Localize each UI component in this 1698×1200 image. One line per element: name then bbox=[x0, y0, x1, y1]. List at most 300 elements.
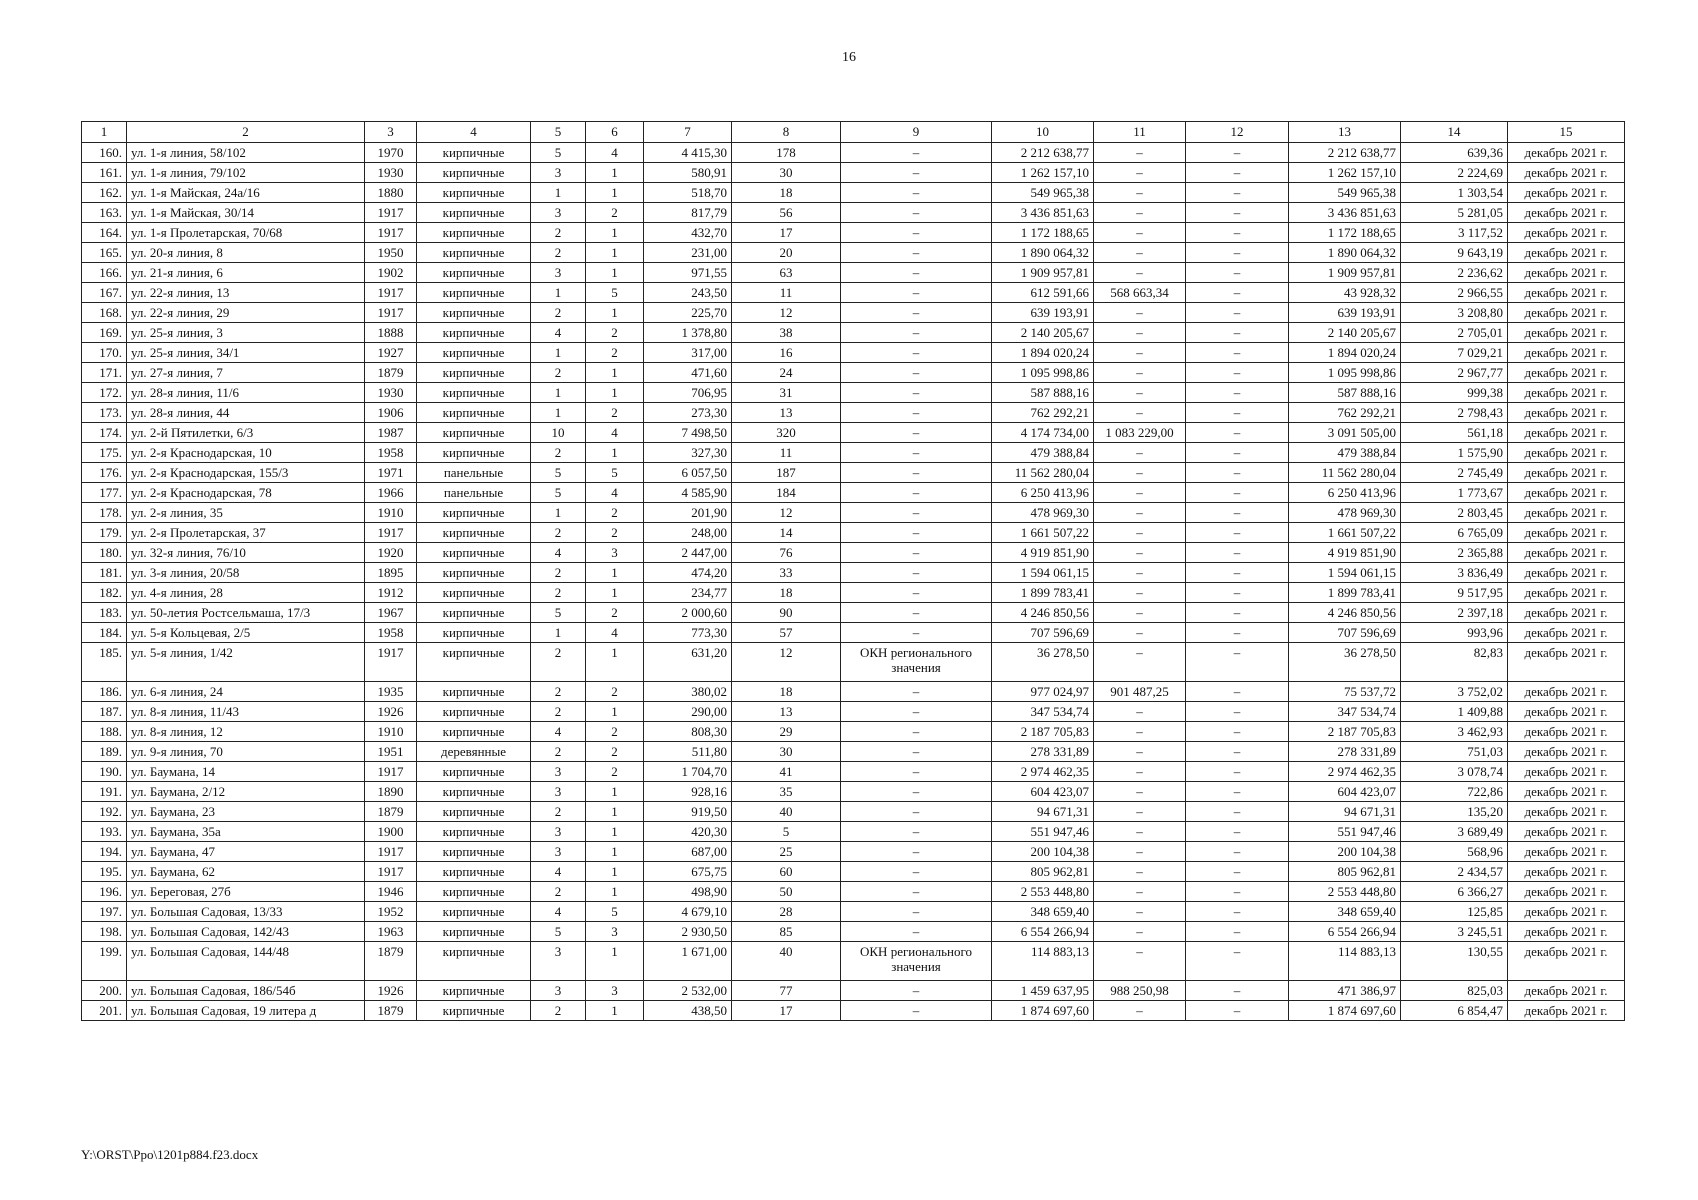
table-cell-col-12: – bbox=[1186, 223, 1289, 243]
table-cell-col-8: 29 bbox=[732, 722, 841, 742]
table-cell-col-1: 189. bbox=[82, 742, 127, 762]
table-cell-col-9: – bbox=[841, 702, 992, 722]
table-cell-col-9: – bbox=[841, 143, 992, 163]
table-cell-col-12: – bbox=[1186, 563, 1289, 583]
table-cell-col-4: кирпичные bbox=[417, 403, 531, 423]
table-cell-col-1: 169. bbox=[82, 323, 127, 343]
table-cell-col-8: 90 bbox=[732, 603, 841, 623]
table-cell-col-6: 1 bbox=[586, 882, 644, 902]
table-cell-col-4: кирпичные bbox=[417, 343, 531, 363]
table-cell-col-11: – bbox=[1094, 742, 1186, 762]
table-cell-col-6: 2 bbox=[586, 682, 644, 702]
column-header-11: 11 bbox=[1094, 122, 1186, 143]
table-cell-col-7: 808,30 bbox=[644, 722, 732, 742]
column-header-9: 9 bbox=[841, 122, 992, 143]
table-cell-col-2: ул. 20-я линия, 8 bbox=[127, 243, 365, 263]
table-cell-col-15: декабрь 2021 г. bbox=[1508, 862, 1625, 882]
table-cell-col-1: 184. bbox=[82, 623, 127, 643]
table-cell-col-14: 1 575,90 bbox=[1401, 443, 1508, 463]
table-cell-col-11: – bbox=[1094, 583, 1186, 603]
table-cell-col-3: 1917 bbox=[365, 762, 417, 782]
table-cell-col-11: – bbox=[1094, 922, 1186, 942]
table-cell-col-3: 1952 bbox=[365, 902, 417, 922]
table-cell-col-15: декабрь 2021 г. bbox=[1508, 902, 1625, 922]
table-cell-col-1: 187. bbox=[82, 702, 127, 722]
table-cell-col-7: 7 498,50 bbox=[644, 423, 732, 443]
table-row bbox=[82, 303, 1625, 323]
table-cell-col-5: 4 bbox=[531, 862, 586, 882]
table-cell-col-13: 1 594 061,15 bbox=[1289, 563, 1401, 583]
table-cell-col-13: 3 436 851,63 bbox=[1289, 203, 1401, 223]
table-cell-col-6: 1 bbox=[586, 383, 644, 403]
table-row bbox=[82, 423, 1625, 443]
table-row bbox=[82, 443, 1625, 463]
table-cell-col-8: 35 bbox=[732, 782, 841, 802]
table-cell-col-2: ул. Баумана, 14 bbox=[127, 762, 365, 782]
table-cell-col-15: декабрь 2021 г. bbox=[1508, 603, 1625, 623]
table-cell-col-3: 1917 bbox=[365, 303, 417, 323]
table-cell-col-2: ул. 2-я Краснодарская, 155/3 bbox=[127, 463, 365, 483]
table-cell-col-13: 6 250 413,96 bbox=[1289, 483, 1401, 503]
table-cell-col-8: 85 bbox=[732, 922, 841, 942]
column-header-7: 7 bbox=[644, 122, 732, 143]
table-cell-col-8: 63 bbox=[732, 263, 841, 283]
table-cell-col-4: деревянные bbox=[417, 742, 531, 762]
table-cell-col-13: 2 974 462,35 bbox=[1289, 762, 1401, 782]
table-cell-col-12: – bbox=[1186, 882, 1289, 902]
table-cell-col-12: – bbox=[1186, 243, 1289, 263]
table-cell-col-12: – bbox=[1186, 143, 1289, 163]
table-cell-col-7: 580,91 bbox=[644, 163, 732, 183]
table-cell-col-1: 197. bbox=[82, 902, 127, 922]
table-cell-col-10: 347 534,74 bbox=[992, 702, 1094, 722]
table-cell-col-2: ул. 28-я линия, 11/6 bbox=[127, 383, 365, 403]
table-row bbox=[82, 143, 1625, 163]
table-cell-col-6: 3 bbox=[586, 922, 644, 942]
table-cell-col-3: 1958 bbox=[365, 443, 417, 463]
table-row bbox=[82, 702, 1625, 722]
table-cell-col-15: декабрь 2021 г. bbox=[1508, 183, 1625, 203]
table-cell-col-7: 432,70 bbox=[644, 223, 732, 243]
table-cell-col-11: – bbox=[1094, 603, 1186, 623]
table-cell-col-5: 4 bbox=[531, 543, 586, 563]
table-cell-col-8: 57 bbox=[732, 623, 841, 643]
table-cell-col-5: 5 bbox=[531, 143, 586, 163]
table-cell-col-6: 5 bbox=[586, 283, 644, 303]
table-cell-col-9: – bbox=[841, 623, 992, 643]
table-cell-col-6: 1 bbox=[586, 802, 644, 822]
table-cell-col-1: 200. bbox=[82, 981, 127, 1001]
housing-table bbox=[81, 121, 1624, 1021]
table-cell-col-4: кирпичные bbox=[417, 503, 531, 523]
table-cell-col-9: – bbox=[841, 223, 992, 243]
table-cell-col-1: 165. bbox=[82, 243, 127, 263]
table-cell-col-6: 4 bbox=[586, 483, 644, 503]
table-cell-col-8: 56 bbox=[732, 203, 841, 223]
table-cell-col-10: 1 890 064,32 bbox=[992, 243, 1094, 263]
table-cell-col-12: – bbox=[1186, 303, 1289, 323]
table-cell-col-3: 1910 bbox=[365, 722, 417, 742]
table-cell-col-10: 1 899 783,41 bbox=[992, 583, 1094, 603]
table-cell-col-9: – bbox=[841, 303, 992, 323]
table-cell-col-4: кирпичные bbox=[417, 223, 531, 243]
table-cell-col-12: – bbox=[1186, 862, 1289, 882]
table-cell-col-6: 1 bbox=[586, 183, 644, 203]
table-cell-col-11: – bbox=[1094, 902, 1186, 922]
table-cell-col-4: кирпичные bbox=[417, 702, 531, 722]
table-cell-col-7: 1 378,80 bbox=[644, 323, 732, 343]
table-cell-col-6: 2 bbox=[586, 203, 644, 223]
table-cell-col-10: 4 246 850,56 bbox=[992, 603, 1094, 623]
table-cell-col-10: 200 104,38 bbox=[992, 842, 1094, 862]
table-cell-col-13: 11 562 280,04 bbox=[1289, 463, 1401, 483]
table-cell-col-9: – bbox=[841, 742, 992, 762]
table-row bbox=[82, 603, 1625, 623]
table-cell-col-9: – bbox=[841, 163, 992, 183]
table-cell-col-14: 2 434,57 bbox=[1401, 862, 1508, 882]
table-cell-col-15: декабрь 2021 г. bbox=[1508, 523, 1625, 543]
table-cell-col-6: 4 bbox=[586, 143, 644, 163]
column-header-14: 14 bbox=[1401, 122, 1508, 143]
table-cell-col-6: 1 bbox=[586, 643, 644, 682]
table-cell-col-5: 2 bbox=[531, 243, 586, 263]
table-row bbox=[82, 463, 1625, 483]
table-cell-col-4: кирпичные bbox=[417, 543, 531, 563]
table-cell-col-10: 2 974 462,35 bbox=[992, 762, 1094, 782]
table-cell-col-2: ул. 5-я Кольцевая, 2/5 bbox=[127, 623, 365, 643]
table-cell-col-10: 1 459 637,95 bbox=[992, 981, 1094, 1001]
table-cell-col-3: 1917 bbox=[365, 283, 417, 303]
table-cell-col-13: 1 874 697,60 bbox=[1289, 1001, 1401, 1021]
table-cell-col-15: декабрь 2021 г. bbox=[1508, 682, 1625, 702]
table-cell-col-7: 518,70 bbox=[644, 183, 732, 203]
table-cell-col-10: 762 292,21 bbox=[992, 403, 1094, 423]
table-cell-col-9: – bbox=[841, 1001, 992, 1021]
table-cell-col-13: 75 537,72 bbox=[1289, 682, 1401, 702]
table-row bbox=[82, 363, 1625, 383]
table-cell-col-6: 2 bbox=[586, 323, 644, 343]
table-cell-col-15: декабрь 2021 г. bbox=[1508, 223, 1625, 243]
table-cell-col-2: ул. Береговая, 27б bbox=[127, 882, 365, 902]
table-cell-col-12: – bbox=[1186, 623, 1289, 643]
table-cell-col-13: 43 928,32 bbox=[1289, 283, 1401, 303]
table-cell-col-6: 1 bbox=[586, 363, 644, 383]
table-cell-col-4: кирпичные bbox=[417, 163, 531, 183]
table-cell-col-10: 1 874 697,60 bbox=[992, 1001, 1094, 1021]
table-cell-col-4: кирпичные bbox=[417, 563, 531, 583]
table-cell-col-1: 194. bbox=[82, 842, 127, 862]
table-cell-col-7: 6 057,50 bbox=[644, 463, 732, 483]
table-cell-col-14: 9 643,19 bbox=[1401, 243, 1508, 263]
table-cell-col-11: – bbox=[1094, 463, 1186, 483]
table-cell-col-13: 36 278,50 bbox=[1289, 643, 1401, 682]
table-cell-col-8: 28 bbox=[732, 902, 841, 922]
table-cell-col-8: 17 bbox=[732, 223, 841, 243]
table-cell-col-5: 1 bbox=[531, 343, 586, 363]
table-cell-col-1: 192. bbox=[82, 802, 127, 822]
table-cell-col-8: 16 bbox=[732, 343, 841, 363]
table-cell-col-8: 24 bbox=[732, 363, 841, 383]
table-cell-col-1: 161. bbox=[82, 163, 127, 183]
table-cell-col-14: 2 397,18 bbox=[1401, 603, 1508, 623]
table-cell-col-5: 2 bbox=[531, 563, 586, 583]
table-cell-col-13: 639 193,91 bbox=[1289, 303, 1401, 323]
table-cell-col-5: 5 bbox=[531, 483, 586, 503]
table-cell-col-5: 2 bbox=[531, 363, 586, 383]
table-cell-col-8: 13 bbox=[732, 403, 841, 423]
table-cell-col-4: кирпичные bbox=[417, 283, 531, 303]
table-row bbox=[82, 862, 1625, 882]
table-row bbox=[82, 842, 1625, 862]
table-cell-col-1: 163. bbox=[82, 203, 127, 223]
table-cell-col-13: 549 965,38 bbox=[1289, 183, 1401, 203]
table-cell-col-9: – bbox=[841, 443, 992, 463]
table-cell-col-11: – bbox=[1094, 483, 1186, 503]
table-cell-col-8: 17 bbox=[732, 1001, 841, 1021]
table-cell-col-15: декабрь 2021 г. bbox=[1508, 383, 1625, 403]
table-cell-col-8: 31 bbox=[732, 383, 841, 403]
table-cell-col-10: 1 095 998,86 bbox=[992, 363, 1094, 383]
table-cell-col-10: 11 562 280,04 bbox=[992, 463, 1094, 483]
table-cell-col-7: 225,70 bbox=[644, 303, 732, 323]
table-cell-col-4: кирпичные bbox=[417, 942, 531, 981]
table-cell-col-10: 1 661 507,22 bbox=[992, 523, 1094, 543]
table-cell-col-10: 6 250 413,96 bbox=[992, 483, 1094, 503]
table-cell-col-2: ул. 9-я линия, 70 bbox=[127, 742, 365, 762]
table-cell-col-10: 4 919 851,90 bbox=[992, 543, 1094, 563]
table-cell-col-8: 77 bbox=[732, 981, 841, 1001]
table-cell-col-15: декабрь 2021 г. bbox=[1508, 623, 1625, 643]
table-cell-col-12: – bbox=[1186, 822, 1289, 842]
table-cell-col-13: 2 212 638,77 bbox=[1289, 143, 1401, 163]
table-cell-col-3: 1917 bbox=[365, 203, 417, 223]
table-row bbox=[82, 722, 1625, 742]
table-cell-col-11: 568 663,34 bbox=[1094, 283, 1186, 303]
table-row bbox=[82, 383, 1625, 403]
column-header-4: 4 bbox=[417, 122, 531, 143]
table-cell-col-3: 1951 bbox=[365, 742, 417, 762]
table-cell-col-14: 135,20 bbox=[1401, 802, 1508, 822]
table-cell-col-13: 2 140 205,67 bbox=[1289, 323, 1401, 343]
table-cell-col-7: 234,77 bbox=[644, 583, 732, 603]
table-cell-col-12: – bbox=[1186, 902, 1289, 922]
table-row bbox=[82, 243, 1625, 263]
table-cell-col-9: – bbox=[841, 323, 992, 343]
table-cell-col-8: 40 bbox=[732, 802, 841, 822]
table-cell-col-3: 1917 bbox=[365, 643, 417, 682]
table-cell-col-9: – bbox=[841, 523, 992, 543]
table-cell-col-13: 200 104,38 bbox=[1289, 842, 1401, 862]
document-file-path: Y:\ORST\Ppo\1201p884.f23.docx bbox=[81, 1147, 259, 1162]
table-cell-col-14: 561,18 bbox=[1401, 423, 1508, 443]
table-cell-col-4: кирпичные bbox=[417, 383, 531, 403]
table-cell-col-1: 185. bbox=[82, 643, 127, 682]
table-cell-col-12: – bbox=[1186, 523, 1289, 543]
table-cell-col-13: 2 187 705,83 bbox=[1289, 722, 1401, 742]
table-cell-col-5: 2 bbox=[531, 802, 586, 822]
table-cell-col-2: ул. Большая Садовая, 13/33 bbox=[127, 902, 365, 922]
table-cell-col-5: 1 bbox=[531, 283, 586, 303]
table-cell-col-4: кирпичные bbox=[417, 263, 531, 283]
table-cell-col-10: 549 965,38 bbox=[992, 183, 1094, 203]
table-cell-col-8: 187 bbox=[732, 463, 841, 483]
table-cell-col-10: 114 883,13 bbox=[992, 942, 1094, 981]
table-cell-col-7: 243,50 bbox=[644, 283, 732, 303]
table-cell-col-3: 1917 bbox=[365, 842, 417, 862]
table-cell-col-6: 1 bbox=[586, 163, 644, 183]
table-cell-col-14: 3 836,49 bbox=[1401, 563, 1508, 583]
table-cell-col-14: 2 236,62 bbox=[1401, 263, 1508, 283]
table-cell-col-15: декабрь 2021 г. bbox=[1508, 583, 1625, 603]
table-cell-col-13: 2 553 448,80 bbox=[1289, 882, 1401, 902]
table-cell-col-4: кирпичные bbox=[417, 902, 531, 922]
table-cell-col-9: – bbox=[841, 981, 992, 1001]
table-cell-col-2: ул. 4-я линия, 28 bbox=[127, 583, 365, 603]
table-cell-col-11: – bbox=[1094, 183, 1186, 203]
table-row bbox=[82, 263, 1625, 283]
table-row bbox=[82, 882, 1625, 902]
table-cell-col-10: 479 388,84 bbox=[992, 443, 1094, 463]
table-cell-col-1: 171. bbox=[82, 363, 127, 383]
table-cell-col-3: 1950 bbox=[365, 243, 417, 263]
table-cell-col-6: 2 bbox=[586, 762, 644, 782]
table-cell-col-2: ул. Баумана, 47 bbox=[127, 842, 365, 862]
table-cell-col-15: декабрь 2021 г. bbox=[1508, 203, 1625, 223]
table-cell-col-10: 2 140 205,67 bbox=[992, 323, 1094, 343]
table-cell-col-12: – bbox=[1186, 183, 1289, 203]
table-cell-col-1: 181. bbox=[82, 563, 127, 583]
table-cell-col-9: – bbox=[841, 882, 992, 902]
table-cell-col-8: 12 bbox=[732, 303, 841, 323]
table-cell-col-15: декабрь 2021 г. bbox=[1508, 1001, 1625, 1021]
table-cell-col-15: декабрь 2021 г. bbox=[1508, 483, 1625, 503]
table-cell-col-14: 2 365,88 bbox=[1401, 543, 1508, 563]
table-row bbox=[82, 403, 1625, 423]
table-cell-col-5: 2 bbox=[531, 643, 586, 682]
table-cell-col-12: – bbox=[1186, 323, 1289, 343]
table-cell-col-9: – bbox=[841, 503, 992, 523]
table-row bbox=[82, 942, 1625, 981]
table-cell-col-14: 2 803,45 bbox=[1401, 503, 1508, 523]
table-cell-col-12: – bbox=[1186, 722, 1289, 742]
table-cell-col-5: 3 bbox=[531, 782, 586, 802]
table-cell-col-12: – bbox=[1186, 443, 1289, 463]
table-row bbox=[82, 782, 1625, 802]
table-cell-col-1: 186. bbox=[82, 682, 127, 702]
table-cell-col-12: – bbox=[1186, 203, 1289, 223]
table-cell-col-1: 174. bbox=[82, 423, 127, 443]
table-cell-col-5: 2 bbox=[531, 443, 586, 463]
table-cell-col-3: 1917 bbox=[365, 862, 417, 882]
table-cell-col-10: 1 894 020,24 bbox=[992, 343, 1094, 363]
table-cell-col-15: декабрь 2021 г. bbox=[1508, 563, 1625, 583]
table-cell-col-11: – bbox=[1094, 842, 1186, 862]
table-cell-col-5: 2 bbox=[531, 583, 586, 603]
table-cell-col-14: 9 517,95 bbox=[1401, 583, 1508, 603]
table-cell-col-10: 1 909 957,81 bbox=[992, 263, 1094, 283]
table-cell-col-10: 348 659,40 bbox=[992, 902, 1094, 922]
table-cell-col-12: – bbox=[1186, 742, 1289, 762]
table-cell-col-7: 631,20 bbox=[644, 643, 732, 682]
table-cell-col-10: 278 331,89 bbox=[992, 742, 1094, 762]
table-cell-col-7: 4 585,90 bbox=[644, 483, 732, 503]
table-cell-col-4: кирпичные bbox=[417, 862, 531, 882]
table-cell-col-9: – bbox=[841, 922, 992, 942]
table-cell-col-6: 1 bbox=[586, 822, 644, 842]
table-cell-col-10: 604 423,07 bbox=[992, 782, 1094, 802]
table-row bbox=[82, 742, 1625, 762]
table-cell-col-8: 33 bbox=[732, 563, 841, 583]
table-cell-col-2: ул. 2-й Пятилетки, 6/3 bbox=[127, 423, 365, 443]
table-cell-col-3: 1879 bbox=[365, 363, 417, 383]
table-cell-col-5: 3 bbox=[531, 981, 586, 1001]
table-cell-col-6: 1 bbox=[586, 782, 644, 802]
table-cell-col-5: 2 bbox=[531, 882, 586, 902]
table-cell-col-1: 180. bbox=[82, 543, 127, 563]
table-cell-col-2: ул. Большая Садовая, 144/48 bbox=[127, 942, 365, 981]
table-cell-col-15: декабрь 2021 г. bbox=[1508, 882, 1625, 902]
table-cell-col-3: 1879 bbox=[365, 802, 417, 822]
table-cell-col-4: кирпичные bbox=[417, 623, 531, 643]
table-cell-col-3: 1927 bbox=[365, 343, 417, 363]
table-cell-col-2: ул. 22-я линия, 29 bbox=[127, 303, 365, 323]
table-cell-col-3: 1912 bbox=[365, 583, 417, 603]
table-cell-col-9: – bbox=[841, 203, 992, 223]
table-cell-col-8: 60 bbox=[732, 862, 841, 882]
table-cell-col-7: 675,75 bbox=[644, 862, 732, 882]
table-cell-col-2: ул. Баумана, 35а bbox=[127, 822, 365, 842]
table-cell-col-10: 805 962,81 bbox=[992, 862, 1094, 882]
table-cell-col-3: 1966 bbox=[365, 483, 417, 503]
table-cell-col-14: 5 281,05 bbox=[1401, 203, 1508, 223]
table-cell-col-9: – bbox=[841, 822, 992, 842]
table-cell-col-6: 2 bbox=[586, 603, 644, 623]
table-cell-col-10: 977 024,97 bbox=[992, 682, 1094, 702]
table-row bbox=[82, 822, 1625, 842]
table-cell-col-2: ул. 21-я линия, 6 bbox=[127, 263, 365, 283]
table-cell-col-7: 471,60 bbox=[644, 363, 732, 383]
table-cell-col-2: ул. 1-я Майская, 30/14 bbox=[127, 203, 365, 223]
table-cell-col-15: декабрь 2021 г. bbox=[1508, 443, 1625, 463]
table-cell-col-11: – bbox=[1094, 722, 1186, 742]
table-cell-col-7: 498,90 bbox=[644, 882, 732, 902]
table-cell-col-1: 167. bbox=[82, 283, 127, 303]
table-cell-col-10: 587 888,16 bbox=[992, 383, 1094, 403]
table-cell-col-4: кирпичные bbox=[417, 682, 531, 702]
table-row bbox=[82, 981, 1625, 1001]
table-cell-col-4: кирпичные bbox=[417, 842, 531, 862]
table-cell-col-3: 1895 bbox=[365, 563, 417, 583]
table-cell-col-9: – bbox=[841, 682, 992, 702]
table-cell-col-10: 2 187 705,83 bbox=[992, 722, 1094, 742]
table-cell-col-11: – bbox=[1094, 343, 1186, 363]
table-cell-col-4: кирпичные bbox=[417, 243, 531, 263]
table-cell-col-9: – bbox=[841, 483, 992, 503]
table-cell-col-15: декабрь 2021 г. bbox=[1508, 463, 1625, 483]
table-cell-col-11: – bbox=[1094, 543, 1186, 563]
table-cell-col-7: 2 000,60 bbox=[644, 603, 732, 623]
table-cell-col-12: – bbox=[1186, 423, 1289, 443]
table-cell-col-7: 231,00 bbox=[644, 243, 732, 263]
table-cell-col-1: 175. bbox=[82, 443, 127, 463]
table-cell-col-2: ул. 50-летия Ростсельмаша, 17/3 bbox=[127, 603, 365, 623]
table-cell-col-15: декабрь 2021 г. bbox=[1508, 143, 1625, 163]
table-cell-col-11: – bbox=[1094, 702, 1186, 722]
table-cell-col-13: 1 095 998,86 bbox=[1289, 363, 1401, 383]
table-cell-col-13: 114 883,13 bbox=[1289, 942, 1401, 981]
table-cell-col-7: 1 704,70 bbox=[644, 762, 732, 782]
table-cell-col-11: – bbox=[1094, 762, 1186, 782]
